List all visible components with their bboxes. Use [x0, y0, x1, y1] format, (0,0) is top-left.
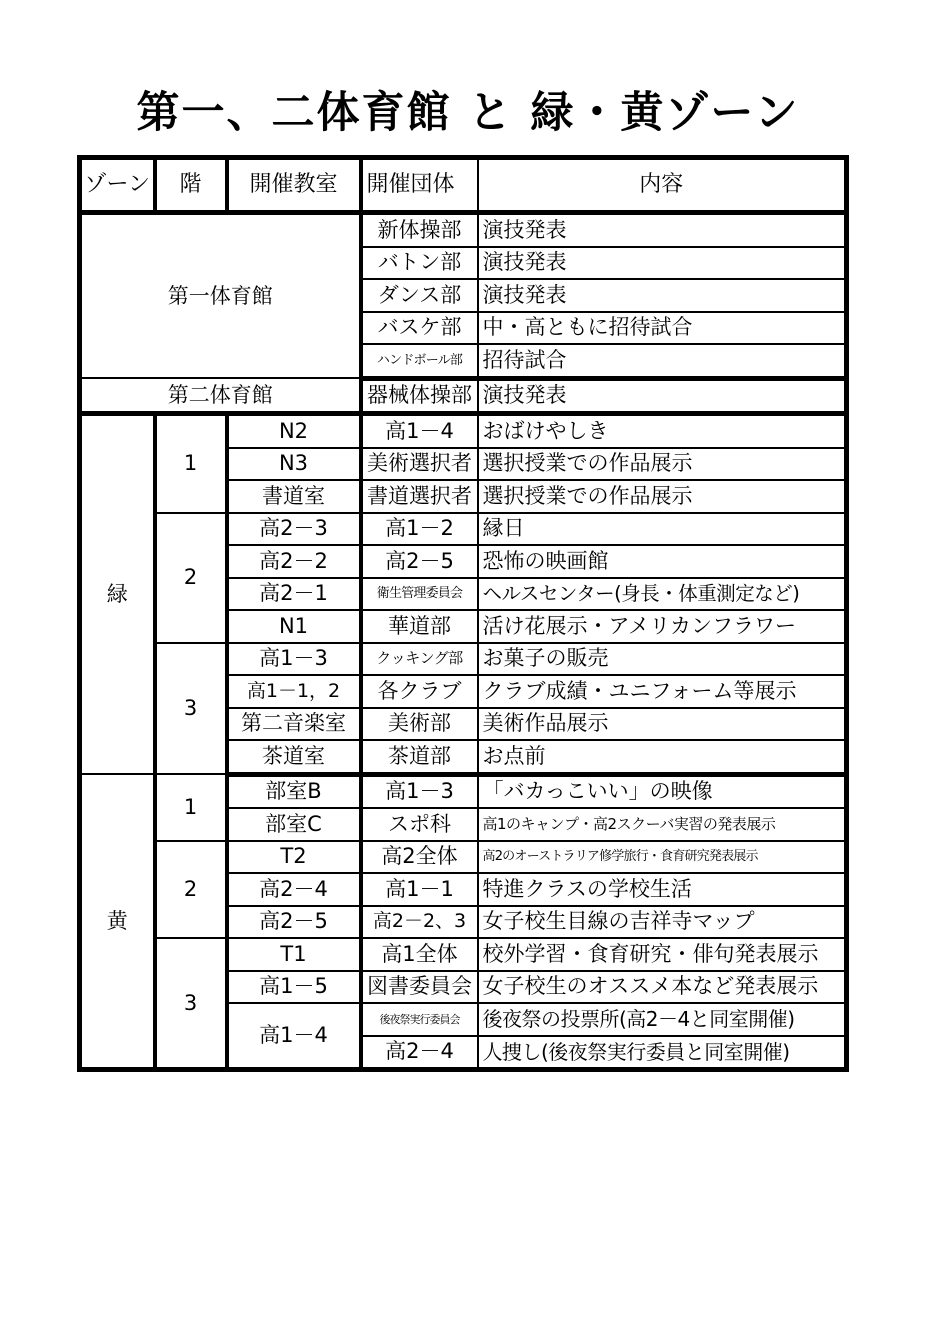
org-cell: 美術選択者	[361, 448, 478, 481]
org-cell: 高1－2	[361, 513, 478, 546]
room-cell: 高2－4	[227, 873, 361, 906]
content-cell: 演技発表	[478, 378, 847, 414]
org-cell: 書道選択者	[361, 480, 478, 513]
content-cell: 演技発表	[478, 213, 847, 247]
content-cell: 活け花展示・アメリカンフラワー	[478, 610, 847, 643]
schedule-table	[77, 155, 849, 1072]
content-cell: 高1のキャンプ・高2スクーバ実習の発表展示	[478, 808, 847, 841]
room-cell: T1	[227, 938, 361, 971]
org-cell: 高2－5	[361, 545, 478, 578]
org-cell: 新体操部	[361, 213, 478, 247]
content-cell: 選択授業での作品展示	[478, 480, 847, 513]
content-cell: 恐怖の映画館	[478, 545, 847, 578]
floor-cell: 3	[155, 643, 227, 775]
header-room: 開催教室	[227, 158, 361, 213]
room-cell: 茶道室	[227, 740, 361, 774]
room-cell: 第二音楽室	[227, 708, 361, 741]
content-cell: 縁日	[478, 513, 847, 546]
zone-green: 緑	[80, 414, 155, 775]
floor-cell: 2	[155, 513, 227, 643]
content-cell: 選択授業での作品展示	[478, 448, 847, 481]
org-cell: バスケ部	[361, 312, 478, 345]
room-cell: 部室B	[227, 774, 361, 808]
room-cell: N3	[227, 448, 361, 481]
content-cell: 人捜し(後夜祭実行委員と同室開催)	[478, 1036, 847, 1070]
org-cell: 各クラブ	[361, 675, 478, 708]
content-cell: 高2のオーストラリア修学旅行・食育研究発表展示	[478, 841, 847, 874]
floor-cell: 2	[155, 841, 227, 939]
org-cell: 図書委員会	[361, 971, 478, 1004]
room-cell: 書道室	[227, 480, 361, 513]
room-cell: 高1－1，2	[227, 675, 361, 708]
room-cell: 高1－5	[227, 971, 361, 1004]
content-cell: お点前	[478, 740, 847, 774]
header-org: 開催団体	[361, 158, 478, 213]
org-cell: 高1－3	[361, 774, 478, 808]
table-row	[80, 378, 847, 414]
content-cell: 後夜祭の投票所(高2－4と同室開催)	[478, 1003, 847, 1036]
floor-cell: 1	[155, 414, 227, 513]
header-row	[80, 158, 847, 213]
org-cell: 茶道部	[361, 740, 478, 774]
table-row	[80, 841, 847, 874]
room-cell: 高1－4	[227, 1003, 361, 1070]
org-cell: 高2全体	[361, 841, 478, 874]
room-cell: 高2－2	[227, 545, 361, 578]
org-cell: クッキング部	[361, 643, 478, 676]
content-cell: 女子校生目線の吉祥寺マップ	[478, 906, 847, 939]
gym1-label: 第一体育館	[80, 213, 361, 379]
org-cell: 器械体操部	[361, 378, 478, 414]
room-cell: 高1－3	[227, 643, 361, 676]
content-cell: 「バカっこいい」の映像	[478, 774, 847, 808]
zone-yellow: 黄	[80, 774, 155, 1070]
content-cell: ヘルスセンター(身長・体重測定など)	[478, 578, 847, 611]
content-cell: お菓子の販売	[478, 643, 847, 676]
org-cell: 高1－1	[361, 873, 478, 906]
org-cell: 高2－4	[361, 1036, 478, 1070]
org-cell: バトン部	[361, 247, 478, 280]
org-cell: ダンス部	[361, 279, 478, 312]
table-row	[80, 643, 847, 676]
room-cell: T2	[227, 841, 361, 874]
org-cell: 美術部	[361, 708, 478, 741]
floor-cell: 3	[155, 938, 227, 1070]
content-cell: 中・高ともに招待試合	[478, 312, 847, 345]
content-cell: クラブ成績・ユニフォーム等展示	[478, 675, 847, 708]
page-title: 第一、二体育館 と 緑・黄ゾーン	[136, 88, 800, 138]
table-row	[80, 513, 847, 546]
content-cell: 演技発表	[478, 247, 847, 280]
org-cell: 高1－4	[361, 414, 478, 448]
content-cell: 女子校生のオススメ本など発表展示	[478, 971, 847, 1004]
content-cell: 特進クラスの学校生活	[478, 873, 847, 906]
content-cell: 校外学習・食育研究・俳句発表展示	[478, 938, 847, 971]
floor-cell: 1	[155, 774, 227, 841]
header-content: 内容	[478, 158, 847, 213]
content-cell: 招待試合	[478, 344, 847, 378]
room-cell: 高2－1	[227, 578, 361, 611]
room-cell: 部室C	[227, 808, 361, 841]
org-cell: 高2－2、3	[361, 906, 478, 939]
room-cell: 高2－3	[227, 513, 361, 546]
content-cell: 演技発表	[478, 279, 847, 312]
room-cell: N2	[227, 414, 361, 448]
org-cell: スポ科	[361, 808, 478, 841]
org-cell: 後夜祭実行委員会	[361, 1003, 478, 1036]
room-cell: N1	[227, 610, 361, 643]
header-zone: ゾーン	[80, 158, 155, 213]
org-cell: 高1全体	[361, 938, 478, 971]
header-floor: 階	[155, 158, 227, 213]
content-cell: 美術作品展示	[478, 708, 847, 741]
room-cell: 高2－5	[227, 906, 361, 939]
table-row	[80, 938, 847, 971]
content-cell: おばけやしき	[478, 414, 847, 448]
gym2-label: 第二体育館	[80, 378, 361, 414]
table-row	[80, 213, 847, 247]
org-cell: ハンドボール部	[361, 344, 478, 378]
table-row	[80, 774, 847, 808]
org-cell: 衛生管理委員会	[361, 578, 478, 611]
org-cell: 華道部	[361, 610, 478, 643]
table-row	[80, 414, 847, 448]
